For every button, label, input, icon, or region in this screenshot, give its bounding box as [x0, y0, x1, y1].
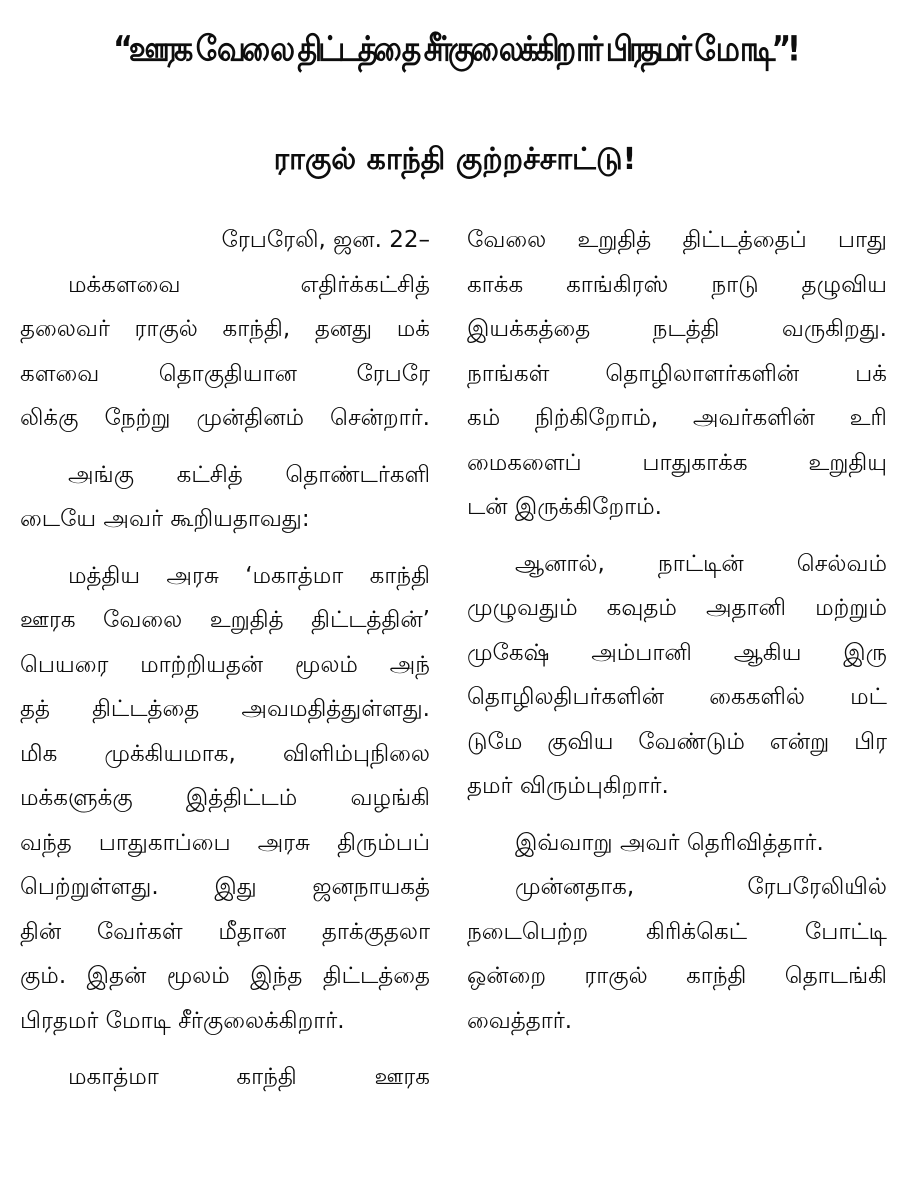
- article-line: தொழிலதிபர்களின் கைகளில் மட்: [467, 684, 887, 710]
- article-line: ஒன்றை ராகுல் காந்தி தொடங்கி: [467, 963, 887, 989]
- article-line: முன்னதாக, ரேபரேலியில்: [515, 874, 887, 900]
- article-line: இவ்வாறு அவர் தெரிவித்தார்.: [515, 829, 824, 856]
- article-line: மகாத்மா காந்தி ஊரக: [68, 1064, 430, 1090]
- article-line: ஆனால், நாட்டின் செல்வம்: [515, 550, 887, 577]
- article-line: நடைபெற்ற கிரிக்கெட் போட்டி: [467, 918, 887, 945]
- article-line: தத் திட்டத்தை அவமதித்துள்ளது.: [20, 696, 430, 722]
- article-line: டன் இருக்கிறோம்.: [467, 494, 662, 520]
- article-line: லிக்கு நேற்று முன்தினம் சென்றார்.: [20, 405, 430, 431]
- article-line: மிக முக்கியமாக, விளிம்புநிலை: [20, 740, 430, 767]
- article-line: கும். இதன் மூலம் இந்த திட்டத்தை: [20, 963, 430, 989]
- article-line: அங்கு கட்சித் தொண்டர்களி: [68, 461, 430, 488]
- article-line: நாங்கள் தொழிலாளர்களின் பக்: [467, 360, 887, 387]
- article-line: காக்க காங்கிரஸ் நாடு தழுவிய: [467, 271, 887, 298]
- article-line: டுமே குவிய வேண்டும் என்று பிர: [467, 728, 887, 755]
- article-line: ஊரக வேலை உறுதித் திட்டத்தின்’: [20, 607, 430, 633]
- article-line: தலைவர் ராகுல் காந்தி, தனது மக்: [20, 316, 430, 342]
- article-column-left: [20, 218, 430, 1100]
- article-line: வைத்தார்.: [467, 1007, 573, 1034]
- article-line: மத்திய அரசு ‘மகாத்மா காந்தி: [68, 562, 430, 589]
- article-line: டையே அவர் கூறியதாவது:: [20, 506, 310, 532]
- headline: “ஊரக வேலை திட்டத்தை சீர்குலைக்கிறார் பிரதமர் மோடி”!: [113, 29, 797, 70]
- article-line: கம் நிற்கிறோம், அவர்களின் உரி: [467, 405, 887, 431]
- article-line: இயக்கத்தை நடத்தி வருகிறது.: [467, 316, 887, 342]
- article-line: பிரதமர் மோடி சீர்குலைக்கிறார்.: [20, 1007, 345, 1034]
- article-line: பெற்றுள்ளது. இது ஜனநாயகத்: [20, 874, 430, 900]
- article-line: மைகளைப் பாதுகாக்க உறுதியு: [467, 449, 887, 476]
- article-line: முகேஷ் அம்பானி ஆகிய இரு: [467, 639, 887, 666]
- subhead: ராகுல் காந்தி குற்றச்சாட்டு!: [273, 142, 637, 177]
- article-line: மக்களுக்கு இத்திட்டம் வழங்கி: [20, 785, 430, 811]
- article-line: வேலை உறுதித் திட்டத்தைப் பாது: [467, 227, 887, 253]
- article-line: மக்களவை எதிர்க்கட்சித்: [68, 271, 430, 298]
- article-line: பெயரை மாற்றியதன் மூலம் அந்: [20, 651, 430, 678]
- article-line: தின் வேர்கள் மீதான தாக்குதலா: [20, 918, 430, 945]
- article-column-right: [467, 218, 887, 1043]
- article-line: களவை தொகுதியான ரேபரே: [20, 360, 430, 387]
- dateline: ரேபரேலி, ஜன. 22–: [221, 227, 430, 253]
- article-line: முழுவதும் கவுதம் அதானி மற்றும்: [467, 595, 887, 621]
- article-line: தமர் விரும்புகிறார்.: [467, 773, 669, 799]
- article-line: வந்த பாதுகாப்பை அரசு திரும்பப்: [20, 829, 430, 856]
